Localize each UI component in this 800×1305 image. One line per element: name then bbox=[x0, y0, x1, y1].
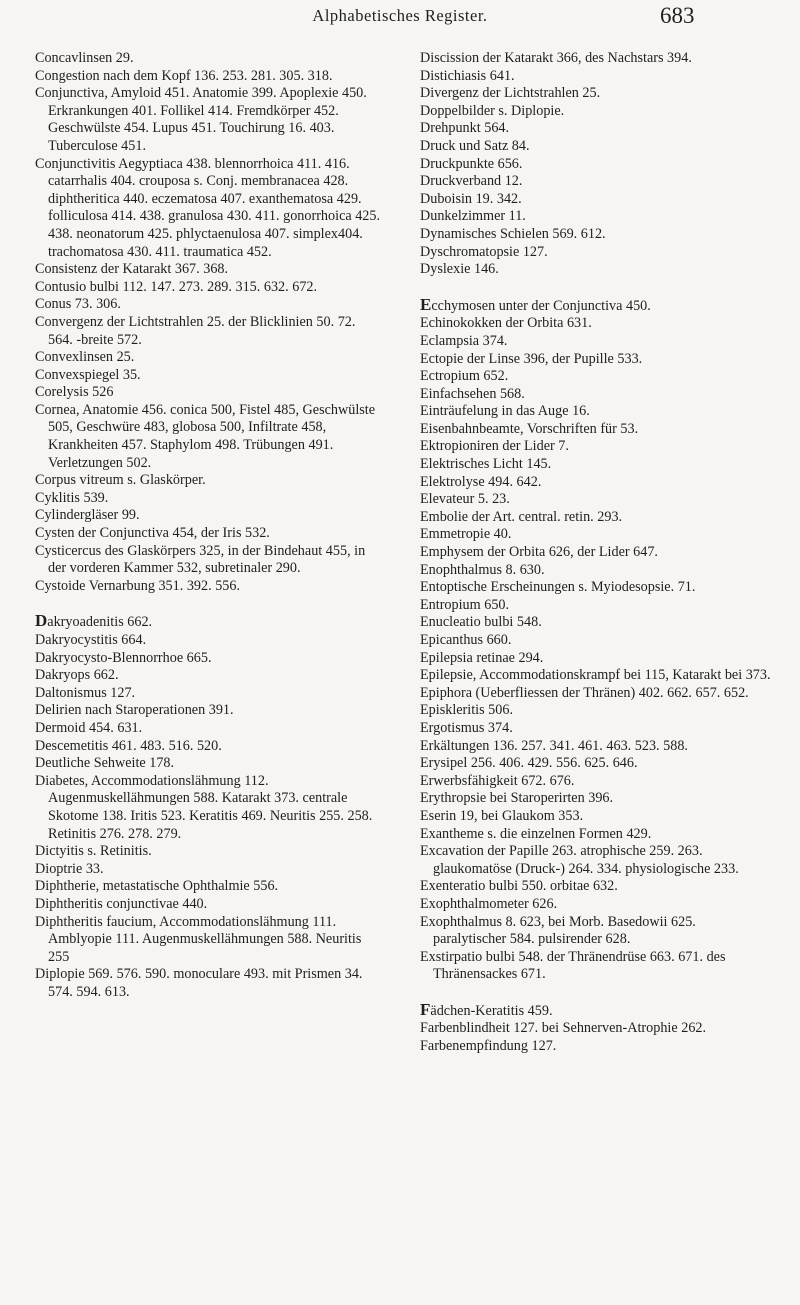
index-entry: Drehpunkt 564. bbox=[420, 120, 510, 137]
index-entry: Epiphora (Ueberfliessen der Thränen) 402. 662. 657. 652. bbox=[420, 684, 749, 701]
index-entry: Cysten der Conjunctiva 454, der Iris 532. bbox=[35, 525, 270, 542]
index-entry: Dyschromatopsie 127. bbox=[420, 243, 548, 260]
index-entry: Eclampsia 374. bbox=[420, 332, 508, 349]
index-entry: Contusio bulbi 112. 147. 273. 289. 315. 632. 672. bbox=[35, 278, 318, 295]
index-entry: Doppelbilder s. Diplopie. bbox=[420, 102, 565, 119]
index-entry: Eisenbahnbeamte, Vorschriften für 53. bbox=[420, 420, 639, 437]
index-entry: Dynamisches Schielen 569. 612. bbox=[420, 225, 606, 242]
index-entry: Exstirpatio bulbi 548. der Thränendrüse 663. 671. des Thränensackes 671. bbox=[420, 948, 726, 983]
index-entry: Druckverband 12. bbox=[420, 173, 523, 190]
index-entry: Dyslexie 146. bbox=[420, 261, 499, 278]
index-entry: Daltonismus 127. bbox=[35, 684, 136, 701]
index-entry: Ectropium 652. bbox=[420, 368, 509, 385]
index-entry: Cysticercus des Glaskörpers 325, in der Bindehaut 455, in der vorderen Kammer 532, subretinaler 290. bbox=[35, 542, 366, 577]
index-entry: Dioptrie 33. bbox=[35, 860, 104, 877]
index-entry: Dakryocysto-Blennorrhoe 665. bbox=[35, 649, 212, 666]
index-entry: Fädchen-Keratitis 459. bbox=[420, 999, 553, 1019]
index-column-left bbox=[35, 50, 382, 1001]
section-gap bbox=[420, 984, 772, 1001]
index-entry: Emmetropie 40. bbox=[420, 526, 512, 543]
index-entry: Diabetes, Accommodationslähmung 112. Augenmuskellähmungen 588. Katarakt 373. centrale Skotome 138. Iritis 523. Keratitis 469. Neuritis 255. 258. Retinitis 276. 278. 279. bbox=[35, 772, 373, 842]
index-entry: Cystoide Vernarbung 351. 392. 556. bbox=[35, 577, 241, 594]
index-entry: Erysipel 256. 406. 429. 556. 625. 646. bbox=[420, 755, 638, 772]
index-entry: Entropium 650. bbox=[420, 596, 510, 613]
index-entry: Enophthalmus 8. 630. bbox=[420, 561, 545, 578]
index-entry: Corelysis 526 bbox=[35, 384, 114, 401]
index-entry: Echinokokken der Orbita 631. bbox=[420, 315, 592, 332]
index-entry: Corpus vitreum s. Glaskörper. bbox=[35, 472, 206, 489]
index-entry: Embolie der Art. central. retin. 293. bbox=[420, 508, 623, 525]
index-entry: Exophthalmometer 626. bbox=[420, 895, 558, 912]
index-entry: Dunkelzimmer 11. bbox=[420, 208, 526, 225]
index-entry: Dakryoadenitis 662. bbox=[35, 611, 153, 631]
section-gap bbox=[35, 595, 382, 612]
index-entry: Concavlinsen 29. bbox=[35, 50, 134, 66]
index-entry: Conjunctiva, Amyloid 451. Anatomie 399. Apoplexie 450. Erkrankungen 401. Follikel 414. Fremdkörper 452. Geschwülste 454. Lupus 451. Touchirung 16. 403. Tuberculose 451. bbox=[35, 85, 367, 154]
index-entry: Elevateur 5. 23. bbox=[420, 491, 510, 508]
index-entry: Erkältungen 136. 257. 341. 461. 463. 523. 588. bbox=[420, 737, 688, 754]
index-entry: Ergotismus 374. bbox=[420, 719, 513, 736]
index-entry: Diphtheritis faucium, Accommodationslähmung 111. Amblyopie 111. Augenmuskellähmungen 588. Neuritis 255 bbox=[35, 913, 362, 965]
index-entry: Excavation der Papille 263. atrophische 259. 263. glaukomatöse (Druck-) 264. 334. physiologische 233. bbox=[420, 843, 739, 877]
index-entry: Convexlinsen 25. bbox=[35, 349, 135, 366]
index-entry: Enucleatio bulbi 548. bbox=[420, 614, 542, 631]
index-entry: Dermoid 454. 631. bbox=[35, 719, 143, 736]
index-entry: Ektropioniren der Lider 7. bbox=[420, 438, 569, 455]
index-entry: Eserin 19, bei Glaukom 353. bbox=[420, 807, 584, 824]
index-entry: Cornea, Anatomie 456. conica 500, Fistel 485, Geschwülste 505, Geschwüre 483, globosa 500, Infiltrate 458, Krankheiten 457. Staphylom 498. Trübungen 491. Verletzungen 502. bbox=[35, 401, 376, 471]
index-entry: Cylindergläser 99. bbox=[35, 507, 140, 524]
index-entry: Dictyitis s. Retinitis. bbox=[35, 843, 152, 860]
index-entry: Conjunctivitis Aegyptiaca 438. blennorrhoica 411. 416. catarrhalis 404. crouposa s. Conj. membranacea 428. diphtheritica 440. eczematosa 407. exanthematosa 429. folliculosa 414. 438. granulosa 430. 411. gonorrhoica 425. 438. neonatorum 425. phlyctaenulosa 407. simplex404. trachomatosa 430. 411. traumatica 452. bbox=[35, 155, 381, 260]
index-entry: Erwerbsfähigkeit 672. 676. bbox=[420, 772, 575, 789]
index-entry: Cyklitis 539. bbox=[35, 489, 109, 506]
index-entry: Diphtherie, metastatische Ophthalmie 556. bbox=[35, 878, 279, 895]
index-entry: Farbenempfindung 127. bbox=[420, 1038, 557, 1055]
index-entry: Descemetitis 461. 483. 516. 520. bbox=[35, 737, 222, 754]
index-entry: Druck und Satz 84. bbox=[420, 137, 530, 154]
index-entry: Epicanthus 660. bbox=[420, 632, 512, 648]
index-entry: Dakryops 662. bbox=[35, 667, 119, 684]
index-entry: Elektrisches Licht 145. bbox=[420, 456, 552, 473]
index-entry: Convexspiegel 35. bbox=[35, 366, 141, 383]
index-entry: Divergenz der Lichtstrahlen 25. bbox=[420, 85, 601, 102]
page-header bbox=[0, 3, 800, 36]
section-gap bbox=[420, 279, 772, 296]
index-entry: Distichiasis 641. bbox=[420, 67, 515, 84]
index-entry: Einträufelung in das Auge 16. bbox=[420, 403, 590, 420]
running-title: Alphabetisches Register. bbox=[312, 6, 488, 25]
index-entry: Dakryocystitis 664. bbox=[35, 632, 147, 648]
index-entry: Duboisin 19. 342. bbox=[420, 190, 522, 207]
index-entry: Erythropsie bei Staroperirten 396. bbox=[420, 790, 614, 807]
index-entry: Convergenz der Lichtstrahlen 25. der Blicklinien 50. 72. 564. -breite 572. bbox=[35, 313, 356, 348]
index-entry: Exantheme s. die einzelnen Formen 429. bbox=[420, 825, 652, 842]
index-entry: Epilepsie, Accommodationskrampf bei 115, Katarakt bei 373. bbox=[420, 667, 771, 684]
index-entry: Exophthalmus 8. 623, bei Morb. Basedowii 625. paralytischer 584. pulsirender 628. bbox=[420, 913, 696, 948]
index-entry: Consistenz der Katarakt 367. 368. bbox=[35, 261, 229, 278]
index-entry: Conus 73. 306. bbox=[35, 296, 121, 313]
index-column-right bbox=[420, 50, 772, 1056]
index-entry: Ecchymosen unter der Conjunctiva 450. bbox=[420, 294, 651, 314]
index-entry: Druckpunkte 656. bbox=[420, 155, 523, 172]
index-entry: Diphtheritis conjunctivae 440. bbox=[35, 895, 208, 912]
index-entry: Diplopie 569. 576. 590. monoculare 493. mit Prismen 34. 574. 594. 613. bbox=[35, 966, 363, 1000]
index-entry: Discission der Katarakt 366, des Nachstars 394. bbox=[420, 50, 692, 66]
page-number: 683 bbox=[660, 3, 695, 28]
index-entry: Exenteratio bulbi 550. orbitae 632. bbox=[420, 878, 618, 895]
index-entry: Emphysem der Orbita 626, der Lider 647. bbox=[420, 544, 658, 561]
index-entry: Einfachsehen 568. bbox=[420, 385, 525, 402]
index-entry: Deutliche Sehweite 178. bbox=[35, 755, 175, 772]
index-entry: Entoptische Erscheinungen s. Myiodesopsie. 71. bbox=[420, 579, 696, 596]
index-entry: Episkleritis 506. bbox=[420, 702, 514, 719]
index-entry: Ectopie der Linse 396, der Pupille 533. bbox=[420, 350, 643, 367]
index-entry: Elektrolyse 494. 642. bbox=[420, 473, 542, 490]
index-entry: Congestion nach dem Kopf 136. 253. 281. 305. 318. bbox=[35, 67, 333, 84]
index-entry: Farbenblindheit 127. bei Sehnerven-Atrophie 262. bbox=[420, 1020, 707, 1037]
index-entry: Delirien nach Staroperationen 391. bbox=[35, 702, 234, 719]
index-entry: Epilepsia retinae 294. bbox=[420, 649, 544, 666]
